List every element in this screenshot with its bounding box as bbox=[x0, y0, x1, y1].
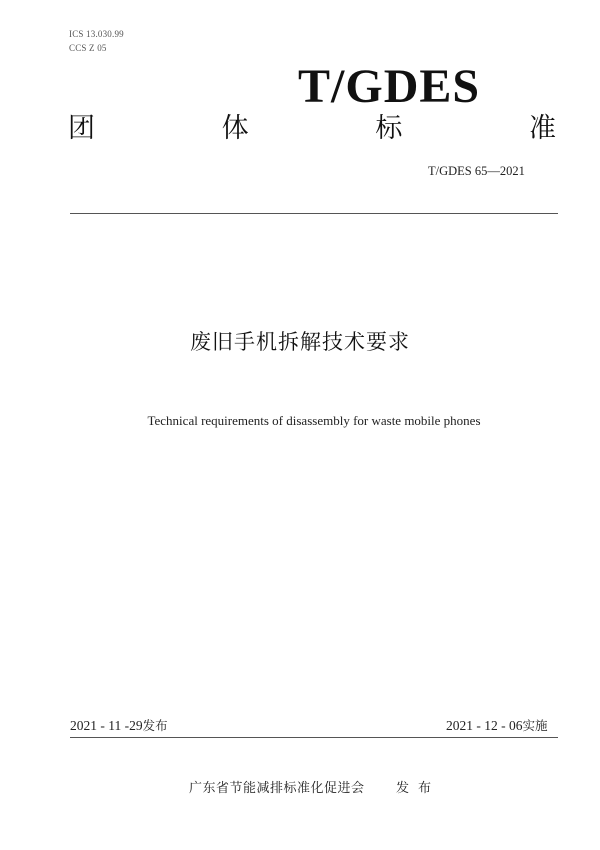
standard-type bbox=[68, 111, 556, 147]
document-title-chinese: 废旧手机拆解技术要求 bbox=[190, 330, 410, 354]
issue-date-line bbox=[70, 716, 168, 734]
issue-date: 2021 - 11 -29 bbox=[70, 718, 143, 733]
publish-label: 发布 bbox=[396, 781, 441, 796]
standard-type-char: 体 bbox=[221, 113, 249, 144]
document-title-english: Technical requirements of disassembly for waste mobile phones bbox=[147, 413, 481, 428]
implementation-date: 2021 - 12 - 06 bbox=[446, 718, 523, 733]
standard-type-char: 团 bbox=[68, 113, 95, 144]
issue-label: 发布 bbox=[142, 718, 168, 733]
standard-type-char: 标 bbox=[375, 113, 403, 144]
implementation-date-line bbox=[446, 716, 548, 734]
publisher-name: 广东省节能减排标准化促进会 bbox=[189, 781, 365, 796]
standard-type-char: 准 bbox=[528, 113, 556, 144]
implementation-label: 实施 bbox=[522, 718, 548, 733]
header-divider bbox=[70, 213, 558, 214]
ccs-code: CCS Z 05 bbox=[69, 43, 107, 53]
ics-code: ICS 13.030.99 bbox=[69, 29, 124, 39]
standard-logo: T/GDES bbox=[298, 60, 481, 113]
standard-number: T/GDES 65—2021 bbox=[428, 164, 525, 178]
footer-divider bbox=[70, 737, 558, 738]
